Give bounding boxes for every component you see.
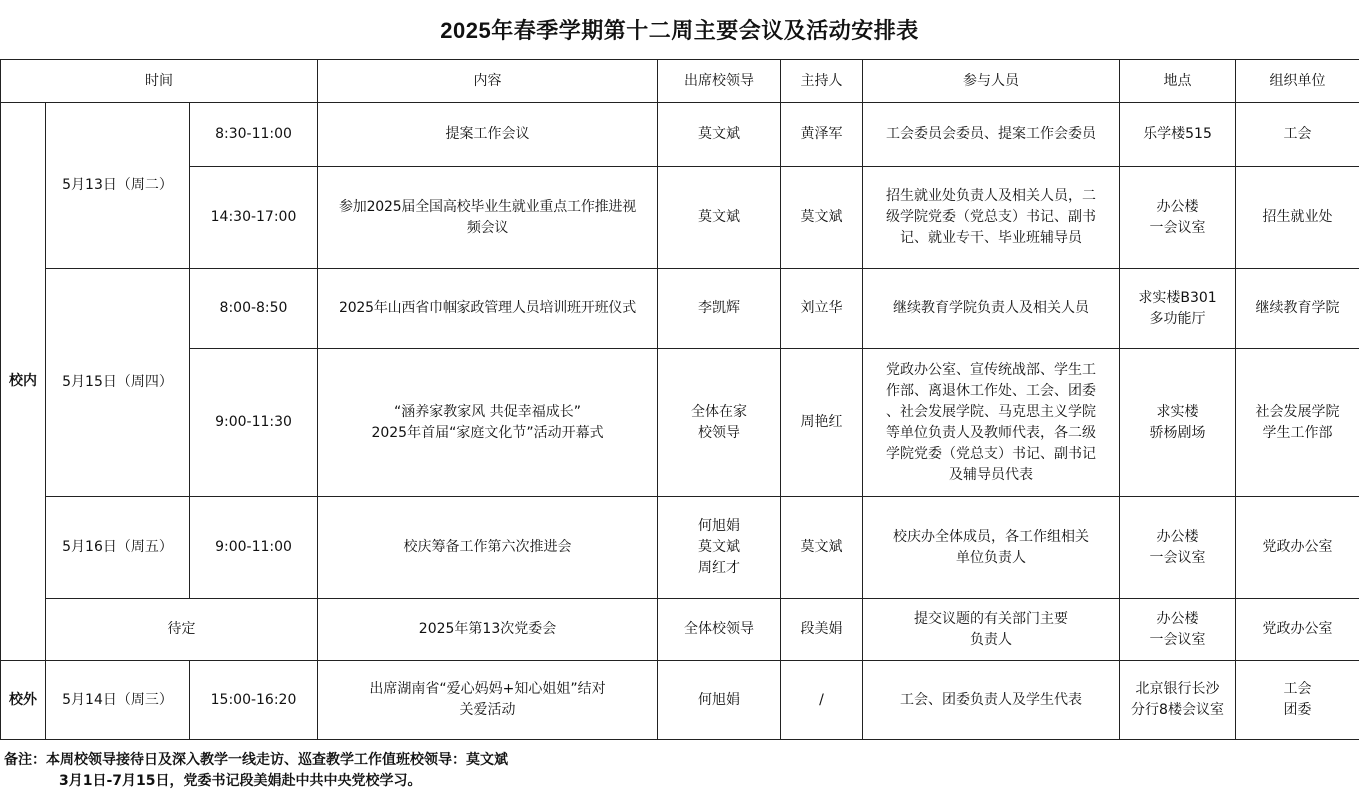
- organizer-cell: [1236, 497, 1359, 599]
- header-row: [1, 60, 1359, 103]
- leader-line: 莫文斌: [698, 539, 741, 555]
- organizer-line: 学生工作部: [1262, 424, 1333, 441]
- location-line: 一会议室: [1149, 219, 1206, 236]
- leader-cell: [658, 349, 781, 497]
- header-host: 主持人: [781, 60, 863, 103]
- location-line: 多功能厅: [1149, 310, 1206, 327]
- participants-cell: [863, 599, 1120, 661]
- time-cell: 9:00-11:30: [190, 349, 318, 497]
- participants-line: 工会委员会委员、提案工作会委员: [886, 126, 1097, 142]
- zone-inner: 校内: [1, 103, 46, 661]
- content-line: 2025年山西省巾帼家政管理人员培训班开班仪式: [339, 300, 637, 316]
- location-cell: [1120, 661, 1236, 740]
- header-leader: 出席校领导: [658, 60, 781, 103]
- host-cell: 莫文斌: [781, 497, 863, 599]
- header-location: 地点: [1120, 60, 1236, 103]
- content-line: 2025年首届“家庭文化节”活动开幕式: [371, 424, 604, 441]
- host-cell: 段美娟: [781, 599, 863, 661]
- host-cell: 刘立华: [781, 269, 863, 349]
- leader-cell: [658, 269, 781, 349]
- time-cell: 8:00-8:50: [190, 269, 318, 349]
- organizer-cell: [1236, 167, 1359, 269]
- content-cell: [318, 661, 658, 740]
- participants-line: 作部、离退休工作处、工会、团委: [886, 382, 1097, 399]
- content-line: “涵养家教家风 共促幸福成长”: [394, 403, 581, 420]
- organizer-line: 继续教育学院: [1255, 300, 1340, 316]
- participants-cell: [863, 349, 1120, 497]
- organizer-cell: [1236, 349, 1359, 497]
- organizer-line: 党政办公室: [1262, 621, 1333, 637]
- zone-outer: 校外: [1, 661, 46, 740]
- location-line: 北京银行长沙: [1135, 681, 1220, 697]
- time-cell: 待定: [46, 599, 318, 661]
- table-row: [1, 103, 1359, 167]
- host-cell: 周艳红: [781, 349, 863, 497]
- location-line: 办公楼: [1156, 198, 1199, 215]
- time-cell: 8:30-11:00: [190, 103, 318, 167]
- leader-cell: [658, 497, 781, 599]
- organizer-line: 党政办公室: [1262, 539, 1333, 555]
- organizer-line: 工会: [1283, 126, 1312, 142]
- organizer-line: 团委: [1283, 702, 1312, 718]
- date-cell: 5月15日（周四）: [46, 269, 190, 497]
- participants-line: 等单位负责人及教师代表，各二级: [886, 424, 1097, 441]
- host-cell: 莫文斌: [781, 167, 863, 269]
- organizer-cell: [1236, 661, 1359, 740]
- note-line-2: 3月1日-7月15日，党委书记段美娟赴中共中央党校学习。: [59, 773, 422, 789]
- content-cell: [318, 103, 658, 167]
- date-cell: 5月14日（周三）: [46, 661, 190, 740]
- location-line: 求实楼B301: [1138, 289, 1217, 306]
- leader-line: 校领导: [698, 424, 741, 441]
- note-line-1: 备注：本周校领导接待日及深入教学一线走访、巡查教学工作值班校领导：莫文斌: [4, 752, 508, 768]
- content-line: 出席湖南省“爱心妈妈+知心姐姐”结对: [369, 681, 606, 697]
- time-cell: 9:00-11:00: [190, 497, 318, 599]
- participants-line: 党政办公室、宣传统战部、学生工: [886, 361, 1097, 378]
- notes: [4, 750, 1354, 792]
- leader-line: 周红才: [698, 560, 741, 576]
- leader-cell: [658, 599, 781, 661]
- location-cell: [1120, 167, 1236, 269]
- participants-line: 及辅导员代表: [949, 466, 1034, 483]
- content-cell: [318, 269, 658, 349]
- leader-line: 莫文斌: [698, 209, 741, 225]
- location-cell: [1120, 349, 1236, 497]
- content-cell: [318, 349, 658, 497]
- leader-line: 李凯辉: [698, 300, 741, 316]
- location-line: 一会议室: [1149, 549, 1206, 566]
- organizer-cell: [1236, 269, 1359, 349]
- participants-cell: [863, 269, 1120, 349]
- location-line: 求实楼: [1156, 403, 1199, 420]
- location-line: 乐学楼515: [1143, 126, 1212, 142]
- content-line: 参加2025届全国高校毕业生就业重点工作推进视: [339, 198, 637, 215]
- participants-cell: [863, 167, 1120, 269]
- organizer-cell: [1236, 103, 1359, 167]
- participants-line: 学院党委（党总支）书记、副书记: [886, 445, 1097, 462]
- header-organizer: 组织单位: [1236, 60, 1359, 103]
- organizer-line: 社会发展学院: [1255, 403, 1340, 420]
- content-line: 校庆筹备工作第六次推进会: [403, 539, 572, 555]
- participants-line: 校庆办全体成员，各工作组相关: [893, 528, 1090, 545]
- table-row: [1, 349, 1359, 497]
- participants-line: 单位负责人: [956, 549, 1027, 566]
- content-cell: [318, 167, 658, 269]
- participants-cell: [863, 661, 1120, 740]
- header-time: 时间: [1, 60, 318, 103]
- schedule-table: [0, 59, 1359, 740]
- leader-cell: [658, 103, 781, 167]
- location-line: 办公楼: [1156, 528, 1199, 545]
- participants-line: 工会、团委负责人及学生代表: [900, 691, 1083, 708]
- participants-line: 记、就业专干、毕业班辅导员: [900, 230, 1083, 246]
- date-cell: 5月13日（周二）: [46, 103, 190, 269]
- host-cell: 黄泽军: [781, 103, 863, 167]
- location-line: 分行8楼会议室: [1131, 702, 1224, 718]
- content-line: 关爱活动: [459, 702, 516, 718]
- organizer-line: 招生就业处: [1262, 209, 1333, 225]
- table-row: [1, 661, 1359, 740]
- header-content: 内容: [318, 60, 658, 103]
- participants-line: 招生就业处负责人及相关人员，二: [886, 188, 1097, 204]
- leader-line: 何旭娟: [698, 518, 741, 534]
- leader-line: 全体校领导: [684, 621, 755, 637]
- table-row: [1, 599, 1359, 661]
- content-line: 2025年第13次党委会: [418, 621, 557, 637]
- location-cell: [1120, 269, 1236, 349]
- page-title: 2025年春季学期第十二周主要会议及活动安排表: [440, 18, 919, 43]
- leader-line: 全体在家: [691, 403, 748, 420]
- location-line: 骄杨剧场: [1149, 424, 1206, 441]
- leader-line: 莫文斌: [698, 126, 741, 142]
- location-cell: [1120, 599, 1236, 661]
- location-line: 一会议室: [1149, 631, 1206, 648]
- date-cell: 5月16日（周五）: [46, 497, 190, 599]
- table-row: [1, 269, 1359, 349]
- content-line: 频会议: [466, 219, 509, 236]
- participants-cell: [863, 103, 1120, 167]
- content-line: 提案工作会议: [445, 126, 530, 142]
- time-cell: 14:30-17:00: [190, 167, 318, 269]
- time-cell: 15:00-16:20: [190, 661, 318, 740]
- table-row: [1, 167, 1359, 269]
- leader-line: 何旭娟: [698, 691, 741, 708]
- participants-line: 级学院党委（党总支）书记、副书: [886, 209, 1097, 225]
- host-cell: /: [781, 661, 863, 740]
- content-cell: [318, 599, 658, 661]
- location-line: 办公楼: [1156, 610, 1199, 627]
- table-row: [1, 497, 1359, 599]
- participants-line: 负责人: [970, 631, 1013, 648]
- leader-cell: [658, 661, 781, 740]
- location-cell: [1120, 103, 1236, 167]
- header-participants: 参与人员: [863, 60, 1120, 103]
- location-cell: [1120, 497, 1236, 599]
- content-cell: [318, 497, 658, 599]
- organizer-line: 工会: [1283, 681, 1312, 697]
- participants-cell: [863, 497, 1120, 599]
- participants-line: 、社会发展学院、马克思主义学院: [886, 403, 1097, 420]
- participants-line: 提交议题的有关部门主要: [914, 610, 1069, 627]
- organizer-cell: [1236, 599, 1359, 661]
- leader-cell: [658, 167, 781, 269]
- participants-line: 继续教育学院负责人及相关人员: [893, 300, 1090, 316]
